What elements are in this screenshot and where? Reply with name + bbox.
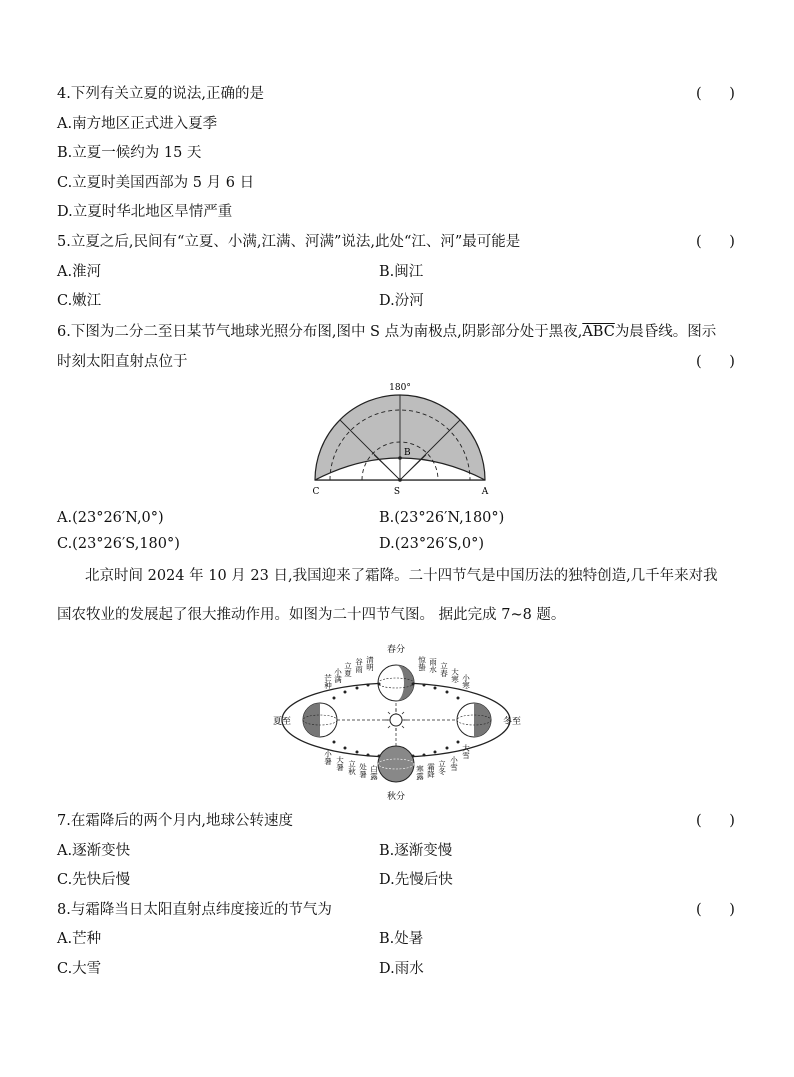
globe-xiazhi — [303, 703, 337, 737]
term-yushui: 雨水 — [428, 658, 438, 673]
term-daxue: 大雪 — [461, 744, 471, 759]
solar-terms-diagram — [262, 638, 532, 802]
term-lichun: 立春 — [439, 662, 449, 677]
q5-option-a: A.淮河 — [57, 264, 102, 280]
q5-option-b: B.闽江 — [379, 264, 424, 280]
globe-qiufen — [378, 746, 414, 782]
q4-option-c: C.立夏时美国西部为 5 月 6 日 — [57, 175, 255, 191]
term-shuangjiang: 霜降 — [426, 763, 436, 778]
q7-stem: 7.在霜降后的两个月内,地球公转速度 — [57, 813, 293, 829]
term-dashu: 大暑 — [335, 756, 345, 771]
passage-line1: 北京时间 2024 年 10 月 23 日,我国迎来了霜降。二十四节气是中国历法的独特创造,几千年来对我 — [85, 568, 718, 584]
label-a: A — [481, 487, 489, 497]
term-hanlu: 寒露 — [415, 765, 425, 780]
q7-option-a: A.逐渐变快 — [57, 843, 131, 859]
label-180: 180° — [389, 383, 411, 393]
label-c: C — [312, 487, 320, 497]
point-s-dot — [398, 478, 402, 482]
q8-option-b: B.处暑 — [379, 931, 424, 947]
q6-stem-line1 — [57, 322, 716, 342]
term-liqiu: 立秋 — [347, 760, 357, 775]
q6-option-b: B.(23°26′N,180°) — [379, 510, 505, 526]
q6-option-a: A.(23°26′N,0°) — [57, 510, 164, 526]
q4-option-d: D.立夏时华北地区旱情严重 — [57, 204, 233, 220]
globe-chunfen — [378, 665, 414, 701]
q8-option-c: C.大雪 — [57, 961, 102, 977]
q5-option-c: C.嫩江 — [57, 293, 102, 309]
q5-option-d: D.汾河 — [379, 293, 424, 309]
q8-option-d: D.雨水 — [379, 961, 424, 977]
passage-line2: 国农牧业的发展起了很大推动作用。如图为二十四节气图。 据此完成 7~8 题。 — [57, 607, 566, 623]
term-xiaoxue: 小雪 — [449, 756, 459, 771]
q4-option-a: A.南方地区正式进入夏季 — [57, 116, 218, 132]
label-qiufen: 秋分 — [386, 792, 406, 802]
q6-stem-line2: 时刻太阳直射点位于 — [57, 354, 188, 370]
term-dahan: 大寒 — [450, 668, 460, 683]
q6-answer-paren: ( ) — [696, 354, 735, 370]
q6-arc-label: $\overline{ABC}$ — [582, 324, 615, 340]
q8-answer-paren: ( ) — [696, 902, 735, 918]
term-bailu: 白露 — [369, 765, 379, 780]
label-b: B — [404, 448, 411, 458]
label-xiazhi: 夏至 — [272, 717, 292, 727]
q5-answer-paren: ( ) — [696, 234, 735, 250]
term-mangzhong: 芒种 — [323, 674, 333, 689]
q6-option-d: D.(23°26′S,0°) — [379, 536, 484, 552]
q4-stem: 4.下列有关立夏的说法,正确的是 — [57, 86, 264, 102]
term-lidong: 立冬 — [437, 760, 447, 775]
label-s: S — [393, 487, 401, 497]
q7-option-c: C.先快后慢 — [57, 872, 131, 888]
q4-option-b: B.立夏一候约为 15 天 — [57, 145, 202, 161]
illumination-diagram — [300, 376, 500, 500]
q8-option-a: A.芒种 — [57, 931, 102, 947]
term-guyu: 谷雨 — [354, 658, 364, 673]
label-dongzhi: 冬至 — [502, 717, 522, 727]
label-chunfen: 春分 — [386, 645, 406, 655]
q4-answer-paren: ( ) — [696, 86, 735, 102]
point-b-dot — [398, 456, 402, 460]
q5-stem: 5.立夏之后,民间有“立夏、小满,江满、河满”说法,此处“江、河”最可能是 — [57, 234, 521, 250]
term-xiaoman: 小满 — [333, 668, 343, 683]
q7-option-b: B.逐渐变慢 — [379, 843, 453, 859]
term-lixia: 立夏 — [343, 662, 353, 677]
term-qingming: 清明 — [365, 656, 375, 671]
term-xiaoshu: 小暑 — [323, 750, 333, 765]
term-xiaohan: 小寒 — [461, 674, 471, 689]
q7-answer-paren: ( ) — [696, 813, 735, 829]
globe-dongzhi — [457, 703, 491, 737]
q6-stem-part1: 6.下图为二分二至日某节气地球光照分布图,图中 S 点为南极点,阴影部分处于黑夜, — [57, 324, 583, 340]
q6-stem-part2: 为晨昏线。图示 — [614, 324, 717, 340]
q6-option-c: C.(23°26′S,180°) — [57, 536, 180, 552]
q8-stem: 8.与霜降当日太阳直射点纬度接近的节气为 — [57, 902, 332, 918]
term-chushu: 处暑 — [358, 763, 368, 778]
q7-option-d: D.先慢后快 — [379, 872, 453, 888]
term-jingzhe: 惊蛰 — [417, 656, 427, 671]
